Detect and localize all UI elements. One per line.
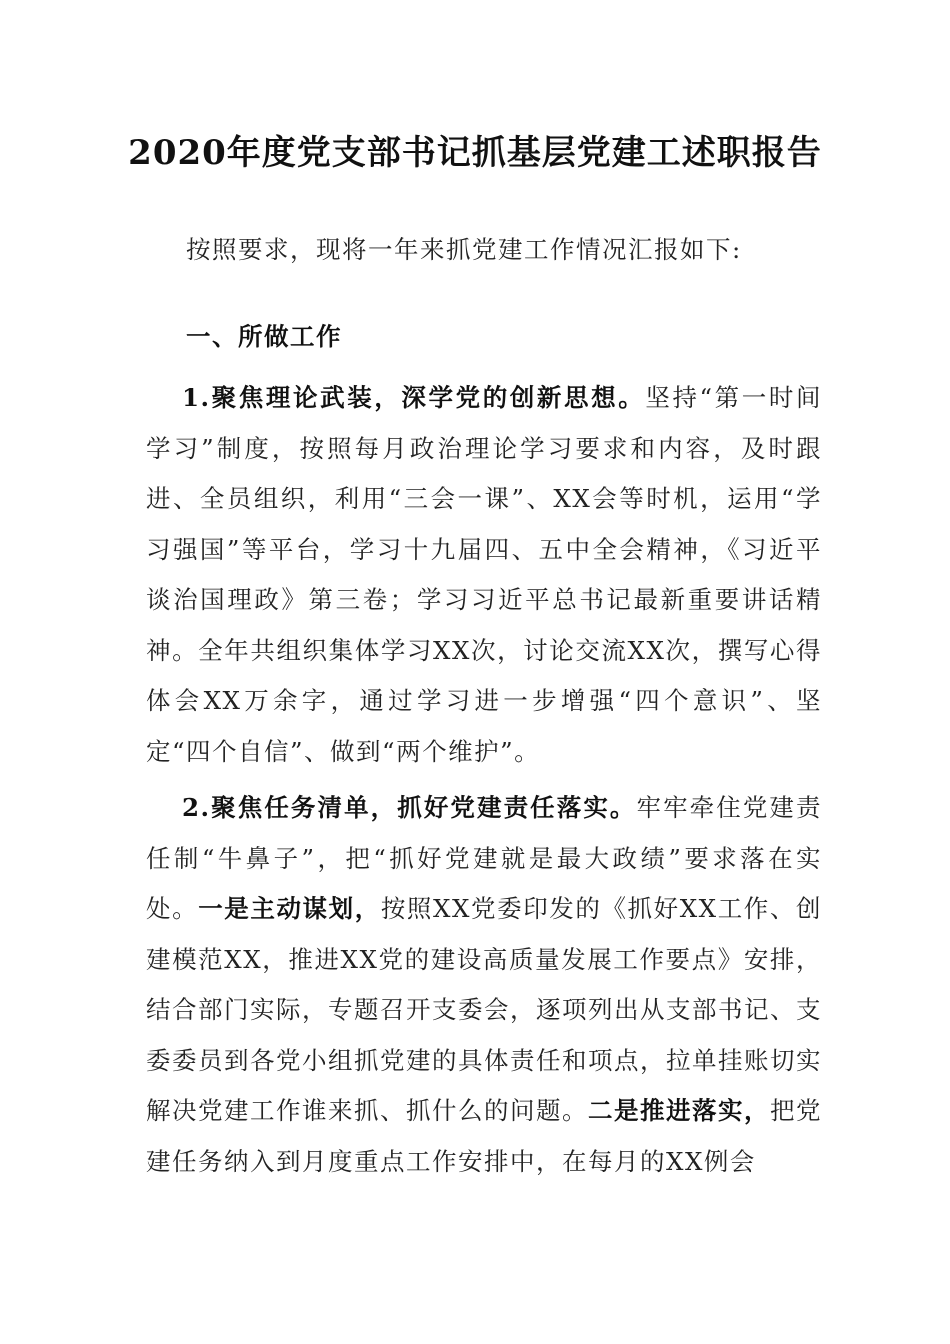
paragraph-1-text: 坚持“第一时间学习”制度，按照每月政治理论学习要求和内容，及时跟进、全员组织，利用“三会一课”、XX会等时机，运用“学习强国”等平台，学习十九届四、五中全会精神，《习近平谈治国理政》第三卷；学习习近平总书记最新重要讲话精神。全年共组织集体学习XX次，讨论交流XX次，撰写心得体会XX万余字，通过学习进一步增强“四个意识”、坚定“四个自信”、做到“两个维护”。	[146, 383, 822, 766]
paragraph-2-point-2: 二是推进落实，	[588, 1096, 770, 1125]
intro-paragraph: 按照要求，现将一年来抓党建工作情况汇报如下:	[186, 235, 742, 264]
paragraph-2-lead: 2.聚焦任务清单，抓好党建责任落实。	[182, 793, 637, 822]
paragraph-2	[146, 783, 822, 1187]
paragraph-2-point-1: 一是主动谋划，	[198, 894, 381, 923]
paragraph-2-text-b: 按照XX党委印发的《抓好XX工作、创建模范XX，推进XX党的建设高质量发展工作要点》安排，结合部门实际，专题召开支委会，逐项列出从支部书记、支委委员到各党小组抓党建的具体责任和项点，拉单挂账切实解决党建工作谁来抓、抓什么的问题。	[146, 894, 822, 1125]
section-heading: 一、所做工作	[186, 322, 342, 351]
paragraph-1	[146, 373, 822, 777]
document-title: 2020年度党支部书记抓基层党建工述职报告	[128, 133, 822, 173]
paragraph-2-text-c: 把党建任务纳入到月度重点工作安排中，在每月的XX例会	[146, 1096, 822, 1176]
paragraph-1-lead: 1.聚焦理论武装，深学党的创新思想。	[182, 383, 646, 412]
paragraph-2-text-a: 牢牢牵住党建责任制“牛鼻子”，把“抓好党建就是最大政绩”要求落在实处。	[146, 793, 823, 923]
